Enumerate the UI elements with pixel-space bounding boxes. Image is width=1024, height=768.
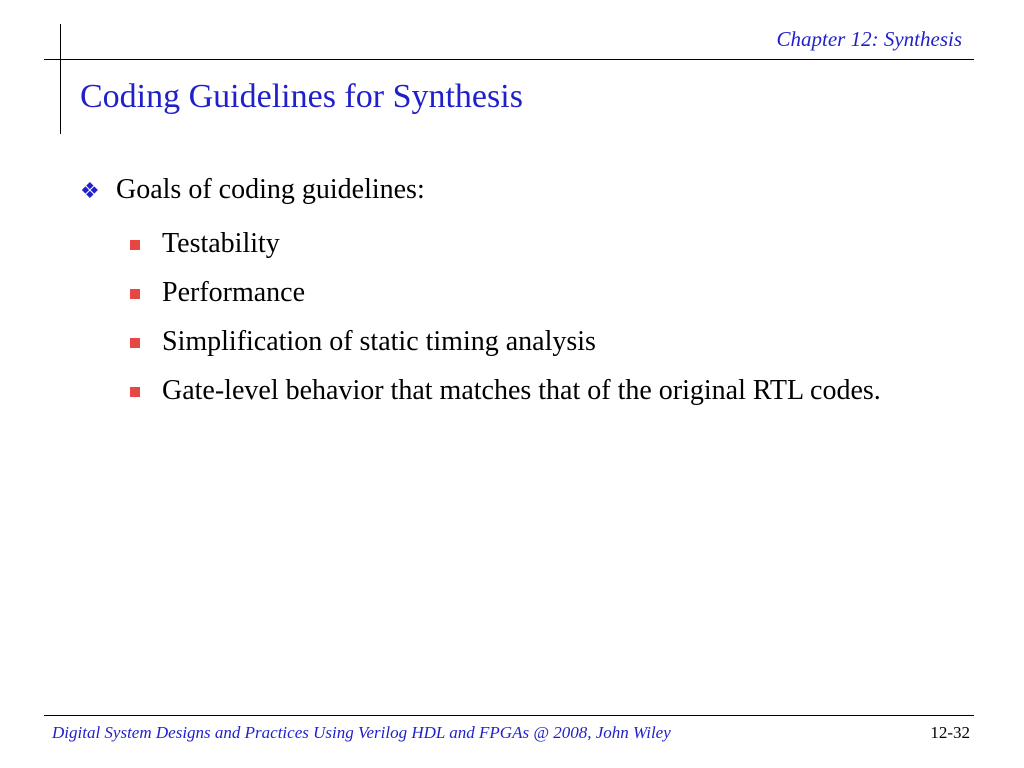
sub-bullet-item bbox=[130, 274, 970, 312]
square-bullet-icon bbox=[130, 338, 140, 348]
header-vertical-rule bbox=[60, 24, 61, 134]
sub-bullet-item bbox=[130, 323, 970, 361]
square-bullet-icon bbox=[130, 240, 140, 250]
sub-bullet-list bbox=[80, 225, 970, 410]
slide-content bbox=[80, 168, 970, 410]
square-bullet-icon bbox=[130, 387, 140, 397]
header-horizontal-rule bbox=[44, 59, 974, 60]
sub-bullet-text: Simplification of static timing analysis bbox=[162, 326, 596, 357]
square-bullet-icon bbox=[130, 289, 140, 299]
page-number: 12-32 bbox=[930, 723, 970, 742]
chapter-label: Chapter 12: Synthesis bbox=[776, 27, 962, 51]
slide-title: Coding Guidelines for Synthesis bbox=[80, 78, 523, 115]
sub-bullet-item bbox=[130, 225, 970, 263]
diamond-bullet-icon: ❖ bbox=[80, 179, 100, 204]
sub-bullet-item bbox=[130, 372, 970, 410]
main-bullet-text: Goals of coding guidelines: bbox=[116, 174, 425, 205]
sub-bullet-text: Testability bbox=[162, 228, 280, 259]
main-bullet bbox=[80, 168, 970, 214]
sub-bullet-text: Performance bbox=[162, 277, 306, 308]
sub-bullet-text: Gate-level behavior that matches that of the original RTL codes. bbox=[162, 375, 881, 406]
footer-horizontal-rule bbox=[44, 715, 974, 716]
footer-source: Digital System Designs and Practices Using Verilog HDL and FPGAs @ 2008, John Wiley bbox=[52, 723, 671, 742]
